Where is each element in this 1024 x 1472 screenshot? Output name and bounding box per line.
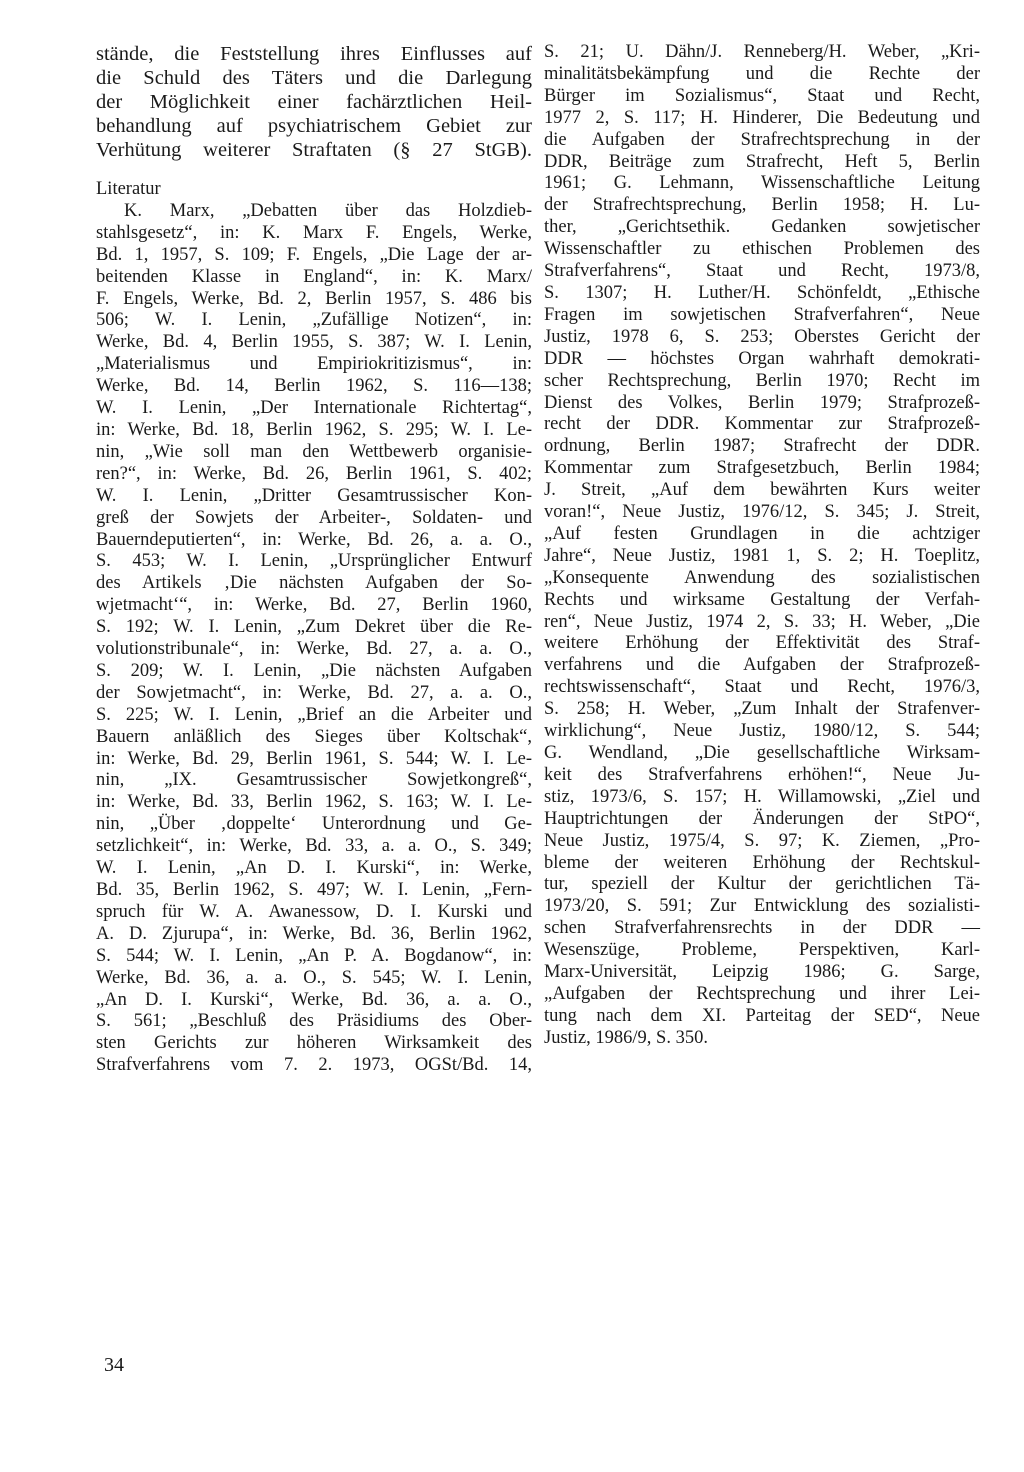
text-line: Marx-Universität, Leipzig 1986; G. Sarge,: [544, 962, 980, 983]
text-line: wirklichung“, Neue Justiz, 1980/12, S. 544;: [544, 721, 980, 742]
text-line: S. 561; „Beschluß des Präsidiums des Ober-: [96, 1011, 532, 1032]
text-line: tur, speziell der Kultur der gerichtlichen Tä-: [544, 874, 980, 895]
text-line: Fragen im sowjetischen Strafverfahren“, Neue: [544, 304, 980, 325]
text-line: S. 225; W. I. Lenin, „Brief an die Arbeiter und: [96, 704, 532, 725]
text-line: Werke, Bd. 4, Berlin 1955, S. 387; W. I. Lenin,: [96, 332, 532, 353]
text-line: ther, „Gerichtsethik. Gedanken sowjetischer: [544, 217, 980, 238]
text-line: J. Streit, „Auf dem bewährten Kurs weiter: [544, 480, 980, 501]
text-line: Bürger im Sozialismus“, Staat und Recht,: [544, 85, 980, 106]
text-line: Dienst des Volkes, Berlin 1979; Strafprozeß-: [544, 392, 980, 413]
text-line: „Aufgaben der Rechtsprechung und ihrer Lei-: [544, 983, 980, 1004]
text-line: voran!“, Neue Justiz, 1976/12, S. 345; J. Streit,: [544, 502, 980, 523]
text-line: Strafverfahrens“, Staat und Recht, 1973/8,: [544, 261, 980, 282]
intro-paragraph: [96, 42, 532, 162]
text-line: DDR — höchstes Organ wahrhaft demokrati-: [544, 348, 980, 369]
text-line: des Artikels ‚Die nächsten Aufgaben der So-: [96, 573, 532, 594]
text-line: der Sowjetmacht“, in: Werke, Bd. 27, a. a. O.,: [96, 682, 532, 703]
text-line: S. 258; H. Weber, „Zum Inhalt der Strafenver-: [544, 699, 980, 720]
text-line: Jahre“, Neue Justiz, 1981 1, S. 2; H. Toeplitz,: [544, 545, 980, 566]
text-line: Bauern anläßlich des Sieges über Koltschak“,: [96, 726, 532, 747]
literature-heading: Literatur: [96, 179, 161, 199]
text-line: Hauptrichtungen der Änderungen der StPO“,: [544, 808, 980, 829]
text-line: rechtswissenschaft“, Staat und Recht, 1976/3,: [544, 677, 980, 698]
text-line: verfahrens und die Aufgaben der Strafprozeß-: [544, 655, 980, 676]
text-line: stände, die Feststellung ihres Einflusses auf: [96, 43, 532, 65]
text-line: Bd. 1, 1957, S. 109; F. Engels, „Die Lage der ar-: [96, 244, 532, 265]
literature-list-left: [96, 201, 532, 1077]
text-line: spruch für W. A. Awanessow, D. I. Kurski und: [96, 901, 532, 922]
text-line: der Strafrechtsprechung, Berlin 1958; H. Lu-: [544, 195, 980, 216]
text-line: „Materialismus und Empiriokritizismus“, in:: [96, 354, 532, 375]
text-line: ren?“, in: Werke, Bd. 26, Berlin 1961, S. 402;: [96, 463, 532, 484]
text-line: minalitätsbekämpfung und die Rechte der: [544, 63, 980, 84]
text-line: schen Strafverfahrensrechts in der DDR —: [544, 918, 980, 939]
text-line: F. Engels, Werke, Bd. 2, Berlin 1957, S. 486 bis: [96, 288, 532, 309]
text-line: 1961; G. Lehmann, Wissenschaftliche Leitung: [544, 173, 980, 194]
right-column: [544, 42, 980, 1050]
text-line: W. I. Lenin, „Der Internationale Richtertag“,: [96, 398, 532, 419]
text-line: stahlsgesetz“, in: K. Marx F. Engels, Werke,: [96, 222, 532, 243]
text-line: Wesenszüge, Probleme, Perspektiven, Karl-: [544, 940, 980, 961]
text-line: scher Rechtsprechung, Berlin 1970; Recht im: [544, 370, 980, 391]
text-line: Bauerndeputierten“, in: Werke, Bd. 26, a. a. O.,: [96, 529, 532, 550]
text-line: „Konsequente Anwendung des sozialistischen: [544, 567, 980, 588]
text-line: S. 1307; H. Luther/H. Schönfeldt, „Ethische: [544, 282, 980, 303]
text-line: K. Marx, „Debatten über das Holzdieb-: [124, 200, 532, 221]
text-line: S. 453; W. I. Lenin, „Ursprünglicher Entwurf: [96, 551, 532, 572]
text-line: W. I. Lenin, „An D. I. Kurski“, in: Werke,: [96, 858, 532, 879]
text-line: „Auf festen Grundlagen in die achtziger: [544, 523, 980, 544]
text-line: S. 544; W. I. Lenin, „An P. A. Bogdanow“, in:: [96, 945, 532, 966]
text-line: W. I. Lenin, „Dritter Gesamtrussischer Kon-: [96, 485, 532, 506]
text-line: in: Werke, Bd. 29, Berlin 1961, S. 544; W. I. Le-: [96, 748, 532, 769]
text-line: greß der Sowjets der Arbeiter-, Soldaten- und: [96, 507, 532, 528]
text-line: nin, „IX. Gesamtrussischer Sowjetkongreß“,: [96, 770, 532, 791]
text-line: die Aufgaben der Strafrechtsprechung in der: [544, 129, 980, 150]
text-line: behandlung auf psychiatrischem Gebiet zur: [96, 115, 532, 137]
text-line: 1973/20, S. 591; Zur Entwicklung des sozialisti-: [544, 896, 980, 917]
text-line: setzlichkeit“, in: Werke, Bd. 33, a. a. O., S. 349;: [96, 836, 532, 857]
text-line: Verhütung weiterer Straftaten (§ 27 StGB).: [96, 139, 532, 161]
literature-list-right: [544, 42, 980, 1050]
text-line: Rechts und wirksame Gestaltung der Verfah-: [544, 589, 980, 610]
text-line: Strafverfahrens vom 7. 2. 1973, OGSt/Bd. 14,: [96, 1055, 532, 1076]
text-line: wjetmacht‘“, in: Werke, Bd. 27, Berlin 1960,: [96, 595, 532, 616]
text-line: Werke, Bd. 36, a. a. O., S. 545; W. I. Lenin,: [96, 967, 532, 988]
text-line: ordnung, Berlin 1987; Strafrecht der DDR.: [544, 436, 980, 457]
text-line: in: Werke, Bd. 33, Berlin 1962, S. 163; W. I. Le-: [96, 792, 532, 813]
text-line: „An D. I. Kurski“, Werke, Bd. 36, a. a. O.,: [96, 989, 532, 1010]
page-number: 34: [104, 1354, 124, 1376]
text-line: recht der DDR. Kommentar zur Strafprozeß-: [544, 414, 980, 435]
text-line: volutionstribunale“, in: Werke, Bd. 27, a. a. O.,: [96, 639, 532, 660]
text-line: tung nach dem XI. Parteitag der SED“, Neue: [544, 1005, 980, 1026]
text-line: 1977 2, S. 117; H. Hinderer, Die Bedeutung und: [544, 107, 980, 128]
text-line: G. Wendland, „Die gesellschaftliche Wirksam-: [544, 743, 980, 763]
text-line: sten Gerichts zur höheren Wirksamkeit des: [96, 1033, 532, 1054]
text-line: der Möglichkeit einer fachärztlichen Heil-: [96, 91, 532, 113]
text-line: stiz, 1973/6, S. 157; H. Willamowski, „Ziel und: [544, 786, 980, 807]
text-line: S. 21; U. Dähn/J. Renneberg/H. Weber, „Kri-: [544, 42, 980, 62]
text-line: S. 192; W. I. Lenin, „Zum Dekret über die Re-: [96, 617, 532, 638]
text-line: bleme der weiteren Erhöhung der Rechtskul-: [544, 852, 980, 873]
text-line: die Schuld des Täters und die Darlegung: [96, 67, 532, 89]
text-line: DDR, Beiträge zum Strafrecht, Heft 5, Berlin: [544, 151, 980, 172]
text-line: Justiz, 1986/9, S. 350.: [544, 1027, 708, 1048]
text-line: nin, „Wie soll man den Wettbewerb organisie-: [96, 441, 532, 462]
text-line: A. D. Zjurupa“, in: Werke, Bd. 36, Berlin 1962,: [96, 923, 532, 944]
text-line: nin, „Über ‚doppelte‘ Unterordnung und Ge-: [96, 814, 532, 835]
text-line: Wissenschaftler zu ethischen Problemen des: [544, 239, 980, 260]
left-column: [96, 42, 532, 1077]
text-line: Justiz, 1978 6, S. 253; Oberstes Gericht der: [544, 326, 980, 347]
text-line: keit des Strafverfahrens erhöhen!“, Neue Ju-: [544, 764, 980, 785]
text-line: Werke, Bd. 14, Berlin 1962, S. 116—138;: [96, 376, 532, 397]
text-line: Neue Justiz, 1975/4, S. 97; K. Ziemen, „Pro-: [544, 830, 980, 851]
text-line: ren“, Neue Justiz, 1974 2, S. 33; H. Weber, „Die: [544, 611, 980, 632]
text-line: in: Werke, Bd. 18, Berlin 1962, S. 295; W. I. Le-: [96, 419, 532, 440]
text-line: 506; W. I. Lenin, „Zufällige Notizen“, in:: [96, 310, 532, 331]
text-line: S. 209; W. I. Lenin, „Die nächsten Aufgaben: [96, 660, 532, 681]
text-line: Bd. 35, Berlin 1962, S. 497; W. I. Lenin, „Fern-: [96, 880, 532, 900]
text-line: weitere Erhöhung der Effektivität des Straf-: [544, 633, 980, 654]
text-line: beitenden Klasse in England“, in: K. Marx/: [96, 266, 532, 287]
text-line: Kommentar zum Strafgesetzbuch, Berlin 1984;: [544, 458, 980, 479]
